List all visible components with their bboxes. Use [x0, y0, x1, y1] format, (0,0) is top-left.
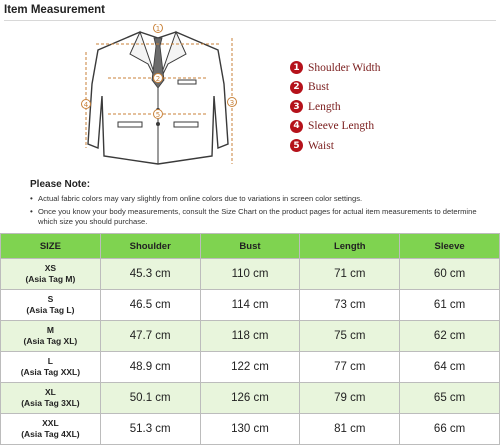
legend-label: Shoulder Width [308, 61, 381, 74]
bust-cell: 126 cm [200, 383, 300, 414]
note-text: Once you know your body measurements, consult the Size Chart on the product pages for actual item measurements to determine which size you should purchase. [38, 207, 477, 226]
sleeve-cell: 65 cm [400, 383, 500, 414]
column-header: Shoulder [100, 234, 200, 259]
page-title: Item Measurement [4, 4, 105, 16]
legend-item-bust [290, 78, 380, 98]
measurement-legend [290, 58, 380, 156]
sleeve-cell: 64 cm [400, 352, 500, 383]
marker-1 [154, 24, 163, 33]
asia-tag-label: (Asia Tag 4XL) [21, 429, 80, 439]
size-label: L [47, 356, 53, 366]
sleeve-cell: 61 cm [400, 290, 500, 321]
note-text: Actual fabric colors may vary slightly from online colors due to variations in screen color settings. [38, 194, 363, 203]
legend-label: Bust [308, 81, 330, 94]
svg-text:2: 2 [155, 74, 161, 83]
bust-cell: 122 cm [200, 352, 300, 383]
legend-number-badge: 3 [290, 100, 303, 113]
bullet-icon: • [30, 194, 33, 203]
legend-item-waist [290, 136, 380, 156]
shoulder-cell: 50.1 cm [100, 383, 200, 414]
table-row [1, 383, 500, 414]
length-cell: 81 cm [300, 414, 400, 445]
length-cell: 77 cm [300, 352, 400, 383]
size-label: XS [44, 263, 57, 273]
bullet-icon: • [30, 207, 33, 217]
legend-number-badge: 2 [290, 81, 303, 94]
size-label: XL [44, 387, 56, 397]
column-header: SIZE [1, 234, 101, 259]
svg-text:1: 1 [155, 24, 161, 33]
asia-tag-label: (Asia Tag XL) [23, 336, 78, 346]
shoulder-cell: 45.3 cm [100, 259, 200, 290]
svg-text:3: 3 [229, 98, 235, 107]
legend-number-badge: 1 [290, 61, 303, 74]
svg-text:5: 5 [155, 110, 161, 119]
size-cell [1, 414, 101, 445]
length-cell: 73 cm [300, 290, 400, 321]
legend-label: Sleeve Length [308, 120, 375, 133]
column-header: Length [300, 234, 400, 259]
bust-cell: 118 cm [200, 321, 300, 352]
length-cell: 79 cm [300, 383, 400, 414]
length-cell: 75 cm [300, 321, 400, 352]
svg-text:4: 4 [83, 100, 89, 109]
asia-tag-label: (Asia Tag M) [25, 274, 76, 284]
note-section [30, 179, 485, 226]
size-label: M [46, 325, 54, 335]
table-row [1, 259, 500, 290]
shoulder-cell: 48.9 cm [100, 352, 200, 383]
shoulder-cell: 46.5 cm [100, 290, 200, 321]
table-header-row [1, 234, 500, 259]
size-cell [1, 321, 101, 352]
legend-item-sleeve [290, 117, 380, 137]
jacket-illustration [68, 24, 248, 176]
note-item [30, 207, 485, 226]
legend-label: Length [308, 100, 341, 113]
bust-cell: 110 cm [200, 259, 300, 290]
table-row [1, 414, 500, 445]
column-header: Sleeve [400, 234, 500, 259]
legend-item-shoulder [290, 58, 380, 78]
legend-number-badge: 5 [290, 139, 303, 152]
marker-5 [154, 110, 163, 119]
size-label: XXL [42, 418, 59, 428]
sleeve-cell: 66 cm [400, 414, 500, 445]
note-item [30, 194, 485, 203]
sleeve-cell: 62 cm [400, 321, 500, 352]
note-title: Please Note: [30, 179, 91, 190]
size-cell [1, 259, 101, 290]
length-cell: 71 cm [300, 259, 400, 290]
table-row [1, 352, 500, 383]
marker-2 [154, 74, 163, 83]
size-cell [1, 383, 101, 414]
size-chart-table [0, 233, 500, 445]
asia-tag-label: (Asia Tag L) [26, 305, 75, 315]
asia-tag-label: (Asia Tag 3XL) [21, 398, 80, 408]
marker-3 [228, 98, 237, 107]
bust-cell: 114 cm [200, 290, 300, 321]
asia-tag-label: (Asia Tag XXL) [20, 367, 81, 377]
marker-4 [82, 100, 91, 109]
table-row [1, 290, 500, 321]
size-label: S [47, 294, 54, 304]
table-row [1, 321, 500, 352]
sleeve-cell: 60 cm [400, 259, 500, 290]
column-header: Bust [200, 234, 300, 259]
jacket-button [156, 122, 160, 126]
title-divider [4, 20, 496, 21]
size-cell [1, 352, 101, 383]
shoulder-cell: 51.3 cm [100, 414, 200, 445]
bust-cell: 130 cm [200, 414, 300, 445]
legend-label: Waist [308, 139, 334, 152]
size-cell [1, 290, 101, 321]
legend-item-length [290, 97, 380, 117]
shoulder-cell: 47.7 cm [100, 321, 200, 352]
legend-number-badge: 4 [290, 120, 303, 133]
